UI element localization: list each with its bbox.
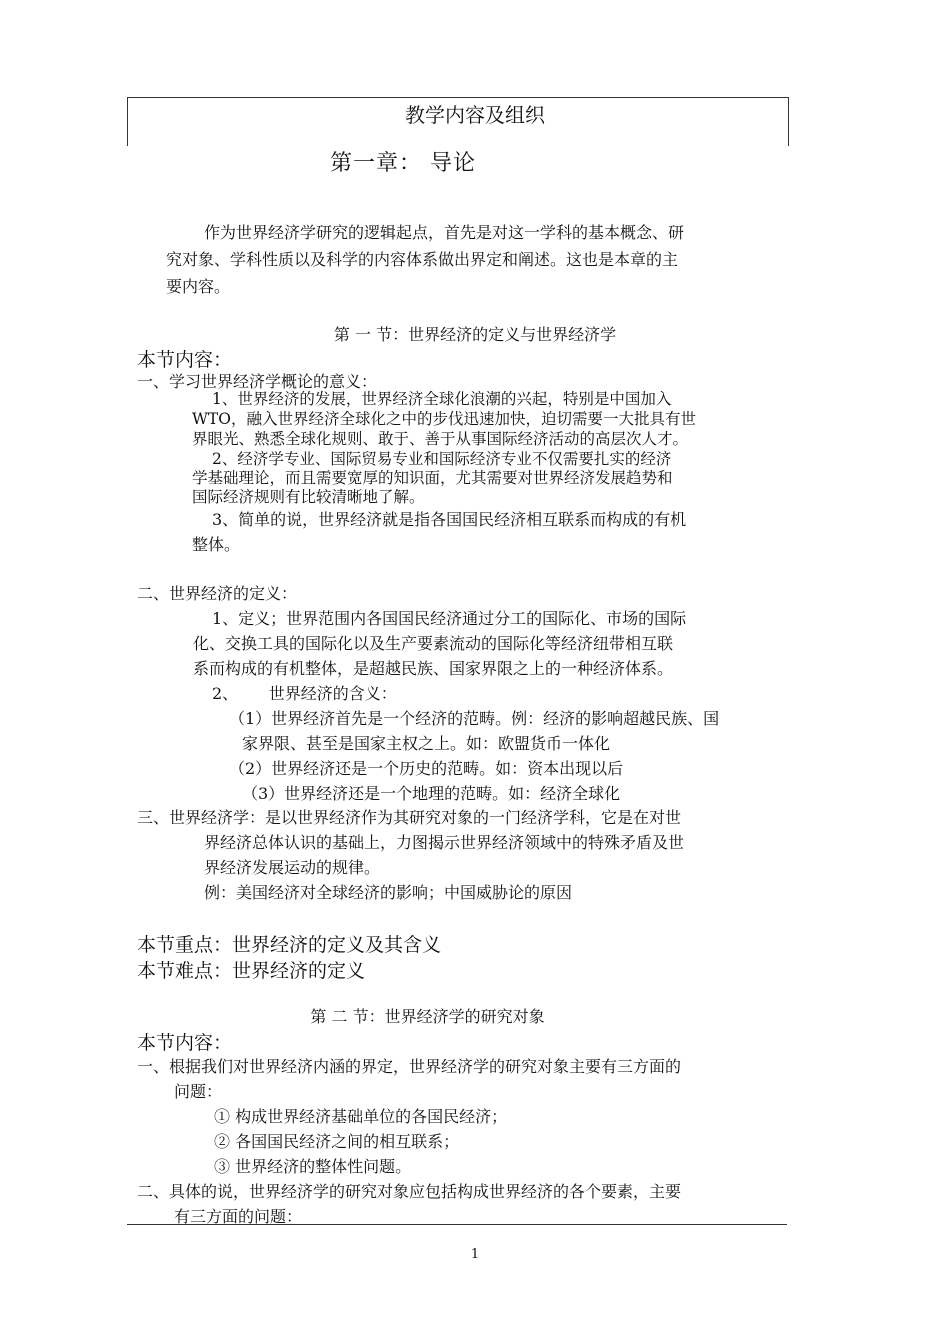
section1-part2-line: （2）世界经济还是一个历史的范畴。如：资本出现以后 (229, 759, 624, 778)
section1-part1-line: 1、世界经济的发展，世界经济全球化浪潮的兴起，特别是中国加入 (212, 390, 672, 408)
section1-part1-line: 整体。 (192, 535, 241, 554)
section1-part3-line: 三、世界经济学：是以世界经济作为其研究对象的一门经济学科，它是在对世 (137, 808, 682, 827)
section1-part1-line: 学基础理论，而且需要宽厚的知识面，尤其需要对世界经济发展趋势和 (192, 469, 673, 487)
section1-part2-line: 化、交换工具的国际化以及生产要素流动的国际化等经济纽带相互联 (193, 634, 674, 653)
page-number: 1 (470, 1247, 480, 1262)
section1-part2-line: （3）世界经济还是一个地理的范畴。如：经济全球化 (242, 784, 621, 803)
section1-part2-line: 系而构成的有机整体，是超越民族、国家界限之上的一种经济体系。 (193, 659, 674, 678)
section1-part3-line: 界经济发展运动的规律。 (204, 858, 381, 877)
section1-part1-line: 界眼光、熟悉全球化规则、敢于、善于从事国际经济活动的高层次人才。 (192, 430, 689, 448)
section1-part2-line: 1、定义；世界范围内各国国民经济通过分工的国际化、市场的国际 (212, 609, 687, 628)
section1-title: 第 一 节：世界经济的定义与世界经济学 (333, 325, 617, 344)
section1-part1-line: WTO，融入世界经济全球化之中的步伐迅速加快，迫切需要一大批具有世 (192, 410, 696, 428)
chapter-title: 第一章： 导论 (330, 151, 476, 176)
section2-line: 一、根据我们对世界经济内涵的界定，世界经济学的研究对象主要有三方面的 (137, 1057, 682, 1076)
section2-line: ② 各国国民经济之间的相互联系； (214, 1132, 460, 1151)
section1-part1-heading: 一、学习世界经济学概论的意义： (137, 372, 378, 391)
section1-part2-line: 2、 世界经济的含义： (212, 684, 397, 703)
section1-part1-line: 国际经济规则有比较清晰地了解。 (192, 488, 425, 506)
section1-part3-line: 例：美国经济对全球经济的影响；中国威胁论的原因 (204, 883, 573, 902)
intro-line-3: 要内容。 (166, 277, 231, 296)
section2-line: ① 构成世界经济基础单位的各国民经济； (214, 1107, 508, 1126)
section1-part1-line: 2、经济学专业、国际贸易专业和国际经济专业不仅需要扎实的经济 (212, 450, 672, 468)
section1-part3-line: 界经济总体认识的基础上，力图揭示世界经济领域中的特殊矛盾及世 (204, 833, 685, 852)
section1-difficulty: 本节难点：世界经济的定义 (137, 960, 366, 982)
section1-part1-line: 3、简单的说，世界经济就是指各国国民经济相互联系而构成的有机 (212, 510, 687, 529)
header-title: 教学内容及组织 (405, 103, 545, 127)
section1-content-label: 本节内容： (137, 349, 233, 371)
footer-rule (127, 1224, 787, 1225)
section2-line: 二、具体的说，世界经济学的研究对象应包括构成世界经济的各个要素，主要 (137, 1182, 682, 1201)
section2-title: 第 二 节：世界经济学的研究对象 (310, 1007, 545, 1026)
intro-line-1: 作为世界经济学研究的逻辑起点，首先是对这一学科的基本概念、研 (204, 223, 685, 242)
section1-key-point: 本节重点：世界经济的定义及其含义 (137, 934, 442, 956)
section2-line: 有三方面的问题： (174, 1207, 303, 1226)
section2-content-label: 本节内容： (137, 1032, 233, 1054)
section2-line: 问题： (174, 1082, 223, 1101)
section1-part2-line: （1）世界经济首先是一个经济的范畴。例：经济的影响超越民族、国 (229, 709, 720, 728)
intro-line-2: 究对象、学科性质以及科学的内容体系做出界定和阐述。这也是本章的主 (166, 250, 679, 269)
section2-line: ③ 世界经济的整体性问题。 (214, 1157, 412, 1176)
section1-part2-heading: 二、世界经济的定义： (137, 584, 298, 603)
section1-part2-line: 家界限、甚至是国家主权之上。如：欧盟货币一体化 (242, 734, 611, 753)
